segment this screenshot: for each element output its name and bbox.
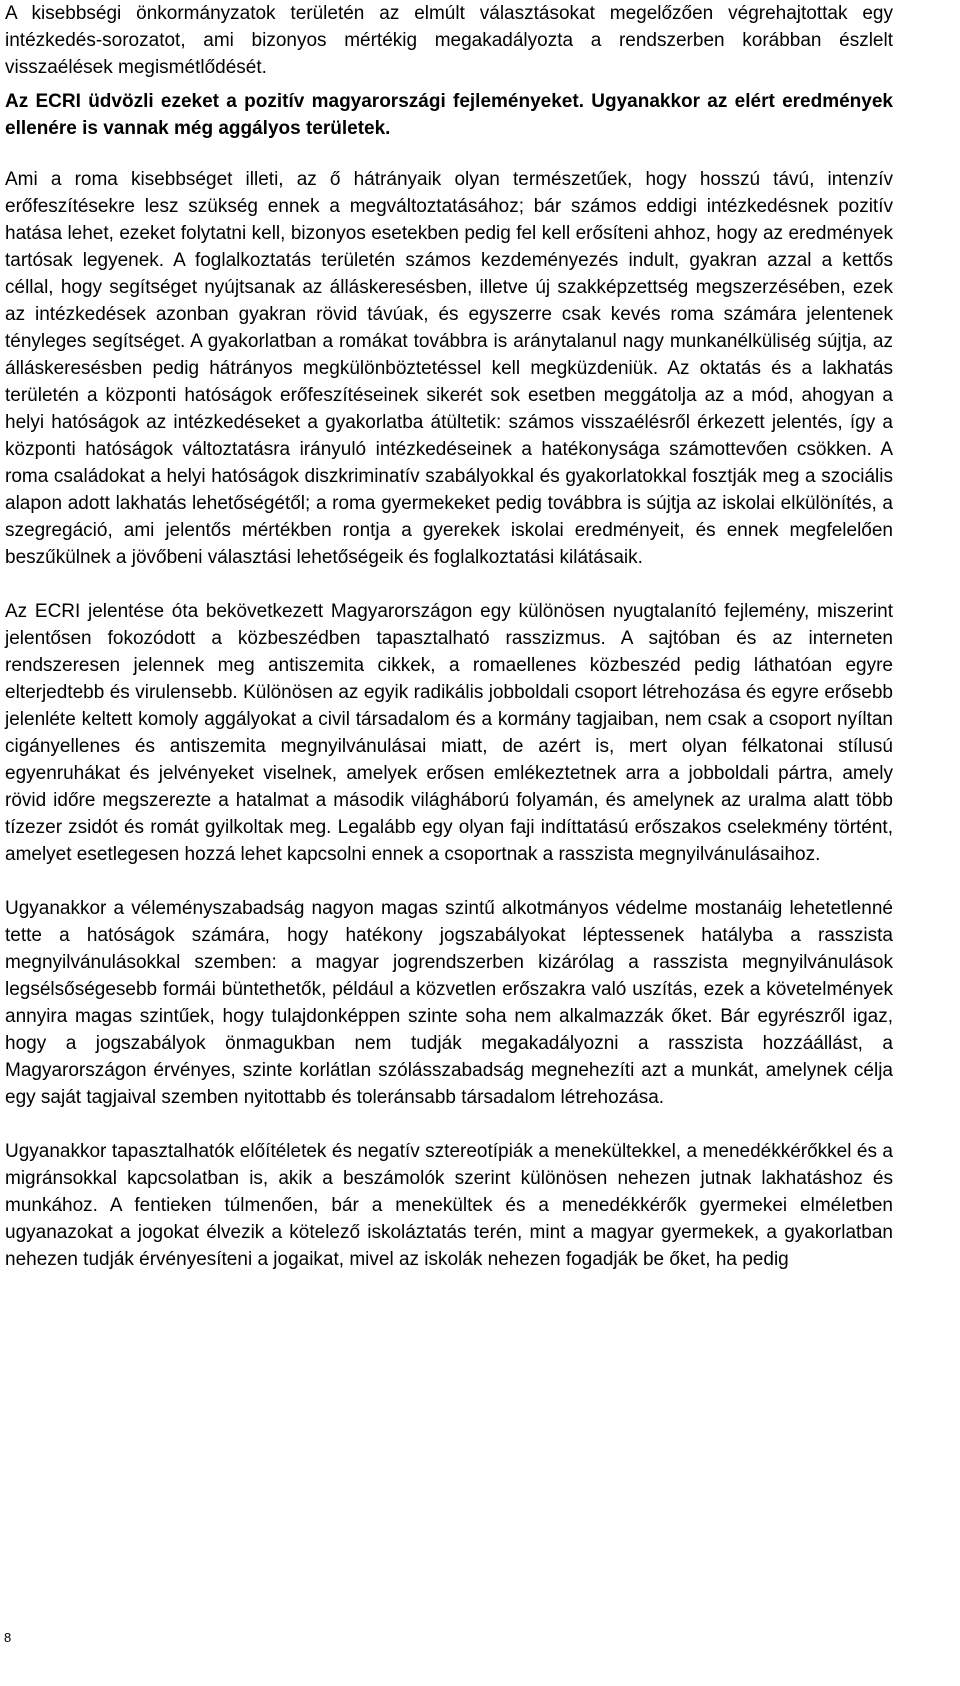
paragraph-ecri-welcomes: Az ECRI üdvözli ezeket a pozitív magyarországi fejleményeket. Ugyanakkor az elért eredmények ellenére is vannak még aggályos területek. (5, 91, 893, 139)
paragraph-minority-self-government: A kisebbségi önkormányzatok területén az elmúlt választásokat megelőzően végrehajtottak egy intézkedés-sorozatot, ami bizonyos mértékig megakadályozta a rendszerben korábban észlelt visszaélések megismétlődését. (5, 3, 893, 78)
page-number: 8 (4, 1630, 12, 1645)
paragraph-refugees-migrants: Ugyanakkor tapasztalhatók előítéletek és negatív sztereotípiák a menekültekkel, a menedékkérőkkel és a migránsokkal kapcsolatban is, akik a beszámolók szerint különösen nehezen jutnak lakhatáshoz és munkához. A fentieken túlmenően, bár a menekültek és a menedékkérők gyermekei elméletben ugyanazokat a jogokat élvezik a kötelező iskoláztatás terén, mint a magyar gyermekek, a gyakorlatban nehezen tudják érvényesíteni a jogaikat, mivel az iskolák nehezen fogadják be őket, ha pedig (5, 1141, 893, 1270)
paragraph-roma-minority: Ami a roma kisebbséget illeti, az ő hátrányaik olyan természetűek, hogy hosszú távú, intenzív erőfeszítésekre lesz szükség ennek a megváltoztatásához; bár számos eddigi intézkedésnek pozitív hatása lehet, ezeket folytatni kell, bizonyos esetekben pedig fel kell erősíteni ahhoz, hogy az eredmények tartósak legyenek. A foglalkoztatás területén számos kezdeményezés indult, gyakran azzal a kettős céllal, hogy segítséget nyújtsanak az álláskeresésben, illetve új szakképzettség megszerzésében, ezek az intézkedések azonban gyakran rövid távúak, és egyszerre csak kevés roma számára jelentenek tényleges segítséget. A gyakorlatban a romákat továbbra is aránytalanul nagy munkanélküliség sújtja, az álláskeresésben pedig hátrányos megkülönböztetéssel kell megküzdeniük. Az oktatás és a lakhatás területén a központi hatóságok erőfeszítéseinek sikerét sok esetben meggátolja az a mód, ahogyan a helyi hatóságok az intézkedéseket a gyakorlatba átültetik: számos visszaélésről érkezett jelentés, így a központi hatóságok változtatásra irányuló intézkedéseinek a hatékonysága számottevően csökken. A roma családokat a helyi hatóságok diszkriminatív szabályokkal és gyakorlatokkal fosztják meg a szociális alapon adott lakhatás lehetőségétől; a roma gyermekeket pedig továbbra is sújtja az iskolai elkülönítés, a szegregáció, ami jelentős mértékben rontja a gyerekek iskolai eredményeit, és ennek megfelelően beszűkülnek a jövőbeni választási lehetőségeik és foglalkoztatási kilátásaik. (5, 169, 893, 568)
paragraph-freedom-of-expression: Ugyanakkor a véleményszabadság nagyon magas szintű alkotmányos védelme mostanáig lehetetlenné tette a hatóságok számára, hogy hatékony jogszabályokat léptessenek hatályba a rasszista megnyilvánulásokkal szemben: a magyar jogrendszerben kizárólag a rasszista megnyilvánulások legsélsőségesebb formái büntethetők, például a közvetlen erőszakra való uszítás, ezek a követelmények annyira magas szintűek, hogy tulajdonképpen szinte soha nem alkalmazzák őket. Bár egyrészről igaz, hogy a jogszabályok önmagukban nem tudják megakadályozni a rasszista hozzáállást, a Magyarországon érvényes, szinte korlátlan szólásszabadság megnehezíti azt a munkát, amelynek célja egy saját tagjaival szemben nyitottabb és toleránsabb társadalom létrehozása. (5, 898, 893, 1108)
paragraph-racism-public-discourse: Az ECRI jelentése óta bekövetkezett Magyarországon egy különösen nyugtalanító fejlemény, miszerint jelentősen fokozódott a közbeszédben tapasztalható rasszizmus. A sajtóban és az interneten rendszeresen jelennek meg antiszemita cikkek, a romaellenes közbeszéd pedig láthatóan egyre elterjedtebb és virulensebb. Különösen az egyik radikális jobboldali csoport létrehozása és egyre erősebb jelenléte keltett komoly aggályokat a civil társadalom és a kormány tagjaiban, nem csak a csoport nyíltan cigányellenes és antiszemita megnyilvánulásai miatt, de azért is, mert olyan félkatonai stílusú egyenruhákat és jelvényeket viselnek, amelyek erősen emlékeztetnek arra a jobboldali pártra, amely rövid időre megszerezte a hatalmat a második világháború folyamán, és amelynek az uralma alatt több tízezer zsidót és romát gyilkoltak meg. Legalább egy olyan faji indíttatású erőszakos cselekmény történt, amelyet esetlegesen hozzá lehet kapcsolni ennek a csoportnak a rasszista megnyilvánulásaihoz. (5, 601, 893, 865)
document-page (5, 0, 893, 1273)
